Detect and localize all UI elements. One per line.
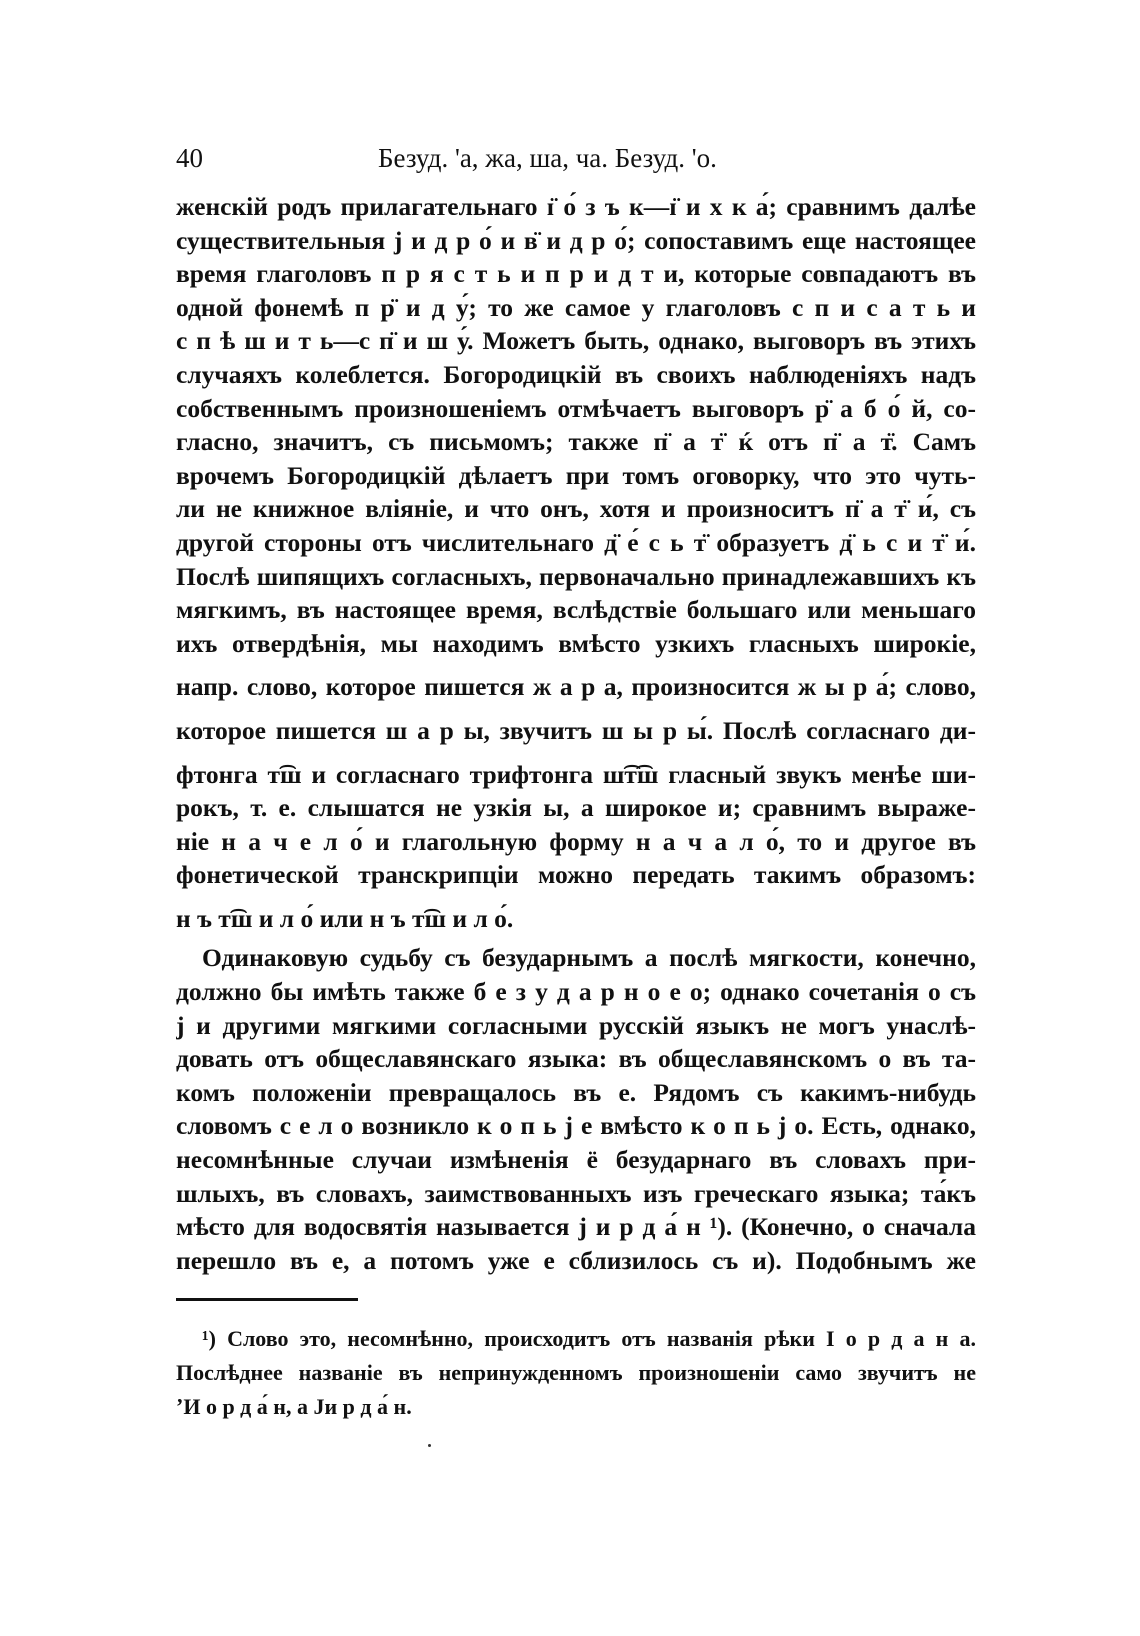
text-line: другой стороны отъ числительнаго д̈ е́ с ь т̈ образуетъ д̈ ь с и т̈ и́.	[176, 527, 976, 557]
text-line: существительныя j и д р о́ и в̈ и д р о́; сопоставимъ еще настоящее	[176, 225, 976, 255]
text-line: ли не книжное вліяніе, и что онъ, хотя и произноситъ п̈ а т̈ и́, съ	[176, 494, 976, 524]
text-line: несомнѣнные случаи измѣненія ё безударнаго въ словахъ при-	[176, 1145, 976, 1175]
text-line: женскій родъ прилагательнаго ɪ̈ о́ з ъ к—ɪ̈ и х к а́; сравнимъ далѣе	[176, 192, 976, 221]
text-line: ихъ отвердѣнія, мы находимъ вмѣсто узкихъ гласныхъ широкіе,	[176, 628, 976, 658]
text-line: с п ѣ ш и т ь—с п̈ и ш у́. Можетъ быть, однако, выговоръ въ этихъ	[176, 326, 976, 356]
running-head: Безуд. 'а, жа, ша, ча. Безуд. 'о.	[378, 143, 717, 173]
text-line: гласно, значитъ, съ письмомъ; также п̈ а т̈ ќ отъ п̈ а т̈. Самъ	[176, 427, 976, 457]
text-line: н ъ т͡ш и л о́ или н ъ т͡ш и л о́.	[176, 903, 514, 933]
text-line: фтонга т͡ш и согласнаго трифтонга ш͡т͡ш гласный звукъ менѣе ши-	[176, 759, 976, 789]
footnote-line: ¹) Слово это, несомнѣнно, происходитъ отъ названія рѣки І о р д а н а.	[202, 1326, 976, 1351]
text-line: j и другими мягкими согласными русскій языкъ не могъ унаслѣ-	[176, 1010, 976, 1040]
print-speck	[428, 1444, 431, 1447]
text-line: собственнымъ произношеніемъ отмѣчаетъ выговоръ р̈ а б о́ й, со-	[176, 393, 976, 423]
text-line: довать отъ общеславянскаго языка: въ общеславянскомъ о въ та-	[176, 1044, 976, 1074]
text-line: случаяхъ колеблется. Богородицкій въ своихъ наблюденіяхъ надъ	[176, 359, 976, 389]
text-line: фонетической транскрипціи можно передать такимъ образомъ:	[176, 860, 976, 890]
text-line: словомъ с е л о возникло к о п ь j е вмѣсто к о п ь j о. Есть, однако,	[176, 1111, 976, 1141]
footnote	[176, 1322, 976, 1424]
text-line: мѣсто для водосвятія называется j и р д а́ н ¹). (Конечно, о сначала	[176, 1212, 976, 1242]
page-header	[176, 138, 976, 178]
text-line: которое пишется ш а р ы, звучитъ ш ы р ы́. Послѣ согласнаго ди-	[176, 715, 976, 745]
text-line: рокъ, т. е. слышатся не узкія ы, а широкое и; сравнимъ выраже-	[176, 793, 976, 823]
text-line: одной фонемѣ п р̈ и д у́; то же самое у глаголовъ с п и с а т ь и	[176, 292, 976, 322]
paragraph-start-line: Одинаковую судьбу съ безударнымъ а послѣ мягкости, конечно,	[202, 943, 976, 973]
text-line: время глаголовъ п р я с т ь и п р и д т и, которые совпадаютъ въ	[176, 259, 976, 289]
footnote-line: ʼИ о р д а́ н, а Jи р д а́ н.	[176, 1394, 412, 1419]
text-line: должно бы имѣть также б е з у д а р н о е о; однако сочетанія о съ	[176, 977, 976, 1007]
text-line: комъ положеніи превращалось въ е. Рядомъ съ какимъ-нибудь	[176, 1077, 976, 1107]
page-number: 40	[176, 143, 203, 173]
text-line: перешло въ е, а потомъ уже е сблизилось съ и). Подобнымъ же	[176, 1245, 976, 1275]
footnote-separator	[176, 1298, 358, 1301]
text-line: врочемъ Богородицкій дѣлаетъ при томъ оговорку, что это чуть-	[176, 460, 976, 490]
text-line: Послѣ шипящихъ согласныхъ, первоначально принадлежавшихъ къ	[176, 561, 976, 591]
text-line: мягкимъ, въ настоящее время, вслѣдствіе большаго или меньшаго	[176, 595, 976, 625]
footnote-line: Послѣднее названіе въ непринужденномъ произношеніи само звучитъ не	[176, 1360, 976, 1385]
main-text	[176, 190, 976, 1277]
text-line: напр. слово, которое пишется ж а р а, произносится ж ы р а́; слово,	[176, 672, 976, 702]
text-line: шлыхъ, въ словахъ, заимствованныхъ изъ греческаго языка; та́къ	[176, 1178, 976, 1208]
text-line: ніе н а ч е л о́ и глагольную форму н а ч а л о́, то и другое въ	[176, 826, 976, 856]
